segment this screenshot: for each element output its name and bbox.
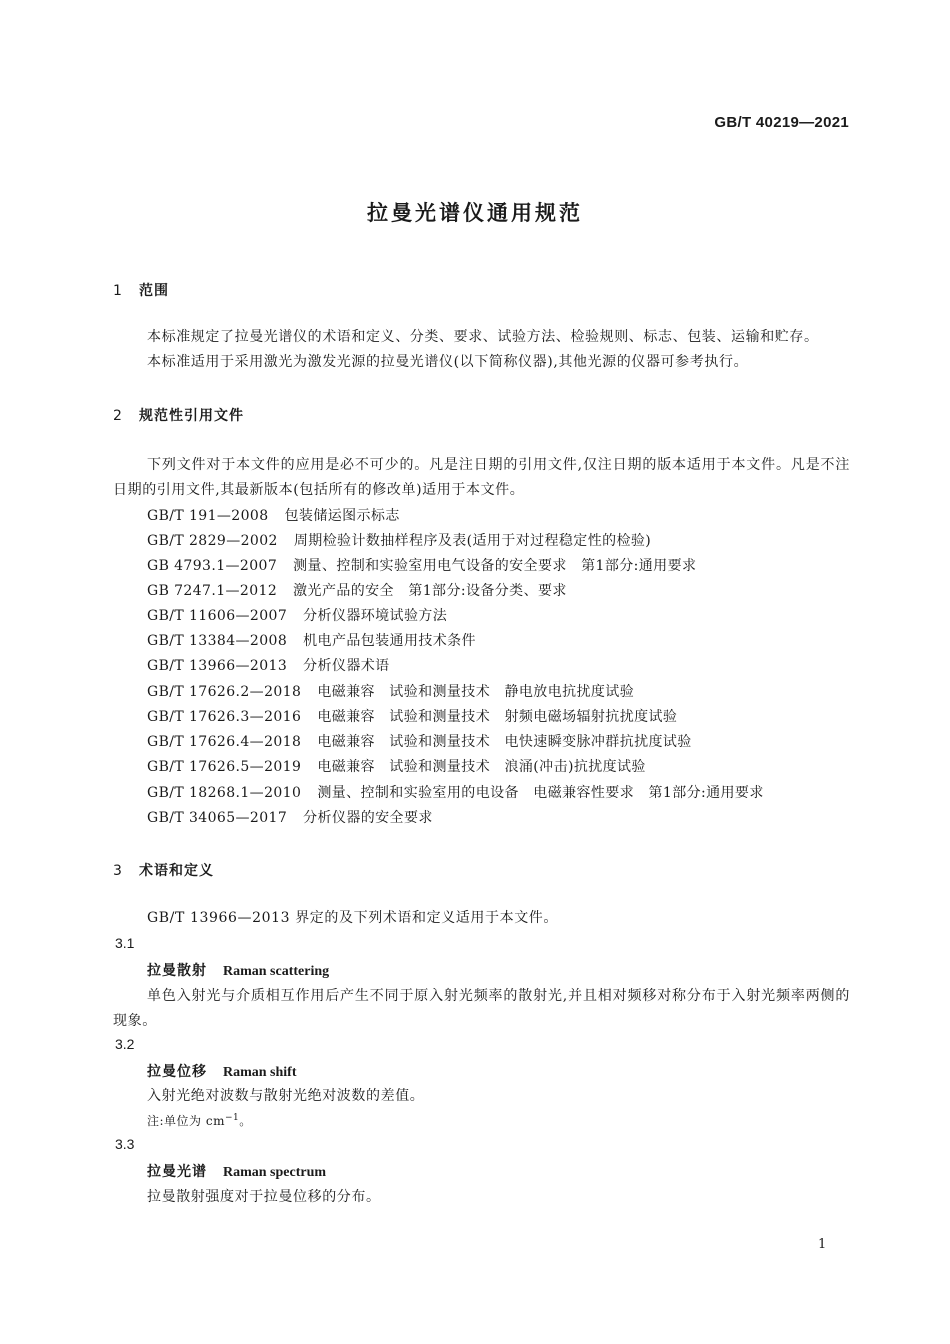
section-title: 规范性引用文件 <box>139 408 244 424</box>
section-heading-2 <box>113 405 244 425</box>
section-heading-1 <box>113 280 169 300</box>
document-title: 拉曼光谱仪通用规范 <box>367 201 583 225</box>
term-zh: 拉曼散射 <box>147 963 207 979</box>
reference-title: 分析仪器的安全要求 <box>303 810 433 826</box>
reference-title: 机电产品包装通用技术条件 <box>303 633 476 649</box>
reference-item <box>147 555 696 575</box>
reference-code: GB/T 34065—2017 <box>147 810 288 826</box>
term-definition: 拉曼散射强度对于拉曼位移的分布。 <box>147 1189 381 1205</box>
note-superscript: −1 <box>224 1113 240 1123</box>
term-zh: 拉曼光谱 <box>147 1164 207 1180</box>
reference-title: 测量、控制和实验室用的电设备 电磁兼容性要求 第1部分:通用要求 <box>317 785 764 801</box>
reference-item <box>147 605 447 625</box>
term-zh: 拉曼位移 <box>147 1064 207 1080</box>
term-number: 3.3 <box>115 1136 135 1152</box>
reference-title: 电磁兼容 试验和测量技术 电快速瞬变脉冲群抗扰度试验 <box>317 734 692 750</box>
reference-code: GB/T 13384—2008 <box>147 633 288 649</box>
reference-item <box>147 706 677 726</box>
paragraph: 本标准适用于采用激光为激发光源的拉曼光谱仪(以下简称仪器),其他光源的仪器可参考执行。 <box>147 354 749 370</box>
paragraph: 下列文件对于本文件的应用是必不可少的。凡是注日期的引用文件,仅注日期的版本适用于本文件。凡是不注日期的引用文件,其最新版本(包括所有的修改单)适用于本文件。 <box>113 457 850 498</box>
note-label: 注: <box>147 1114 165 1128</box>
section-heading-3 <box>113 860 214 880</box>
reference-title: 周期检验计数抽样程序及表(适用于对过程稳定性的检验) <box>293 533 652 549</box>
reference-item <box>147 807 433 827</box>
reference-code: GB/T 191—2008 <box>147 508 269 524</box>
reference-title: 分析仪器环境试验方法 <box>303 608 448 624</box>
reference-code: GB/T 17626.4—2018 <box>147 734 302 750</box>
reference-code: GB/T 11606—2007 <box>147 608 288 624</box>
reference-title: 电磁兼容 试验和测量技术 射频电磁场辐射抗扰度试验 <box>317 709 678 725</box>
section-title: 术语和定义 <box>139 863 214 879</box>
term-definition: 入射光绝对波数与散射光绝对波数的差值。 <box>147 1088 425 1104</box>
reference-item <box>147 580 567 600</box>
reference-title: 测量、控制和实验室用电气设备的安全要求 第1部分:通用要求 <box>293 558 697 574</box>
reference-item <box>147 530 651 550</box>
note-end: 。 <box>239 1114 252 1128</box>
term-en: Raman scattering <box>223 964 330 979</box>
reference-code: GB/T 17626.3—2016 <box>147 709 302 725</box>
section-number: 1 <box>113 283 123 299</box>
reference-item <box>147 731 692 751</box>
term-en: Raman shift <box>223 1065 297 1080</box>
reference-item <box>147 681 634 701</box>
section-number: 3 <box>113 863 123 879</box>
reference-item <box>147 782 764 802</box>
standard-code: GB/T 40219—2021 <box>714 114 849 131</box>
reference-code: GB/T 2829—2002 <box>147 533 278 549</box>
reference-code: GB/T 18268.1—2010 <box>147 785 302 801</box>
reference-code: GB/T 17626.2—2018 <box>147 684 302 700</box>
paragraph: GB/T 13966—2013 界定的及下列术语和定义适用于本文件。 <box>147 910 558 926</box>
term-en: Raman spectrum <box>223 1165 327 1180</box>
reference-item <box>147 630 476 650</box>
term-note <box>147 1112 252 1129</box>
reference-item <box>147 756 646 776</box>
term-definition: 单色入射光与介质相互作用后产生不同于原入射光频率的散射光,并且相对频移对称分布于入射光频率两侧的现象。 <box>113 988 850 1029</box>
section-title: 范围 <box>139 283 169 299</box>
term-heading <box>147 1161 326 1181</box>
paragraph: 本标准规定了拉曼光谱仪的术语和定义、分类、要求、试验方法、检验规则、标志、包装、运输和贮存。 <box>147 329 819 345</box>
reference-title: 电磁兼容 试验和测量技术 浪涌(冲击)抗扰度试验 <box>317 759 646 775</box>
term-heading <box>147 960 329 980</box>
term-number: 3.2 <box>115 1036 135 1052</box>
term-heading <box>147 1061 297 1081</box>
section-number: 2 <box>113 408 123 424</box>
reference-item <box>147 655 390 675</box>
reference-code: GB/T 17626.5—2019 <box>147 759 302 775</box>
reference-title: 电磁兼容 试验和测量技术 静电放电抗扰度试验 <box>317 684 635 700</box>
note-text: 单位为 cm <box>164 1114 225 1128</box>
reference-item <box>147 505 400 525</box>
reference-title: 激光产品的安全 第1部分:设备分类、要求 <box>293 583 567 599</box>
reference-title: 包装储运图示标志 <box>284 508 400 524</box>
term-number: 3.1 <box>115 935 135 951</box>
reference-code: GB 7247.1—2012 <box>147 583 278 599</box>
reference-code: GB 4793.1—2007 <box>147 558 278 574</box>
reference-title: 分析仪器术语 <box>303 658 390 674</box>
reference-code: GB/T 13966—2013 <box>147 658 288 674</box>
page-number: 1 <box>818 1237 827 1252</box>
